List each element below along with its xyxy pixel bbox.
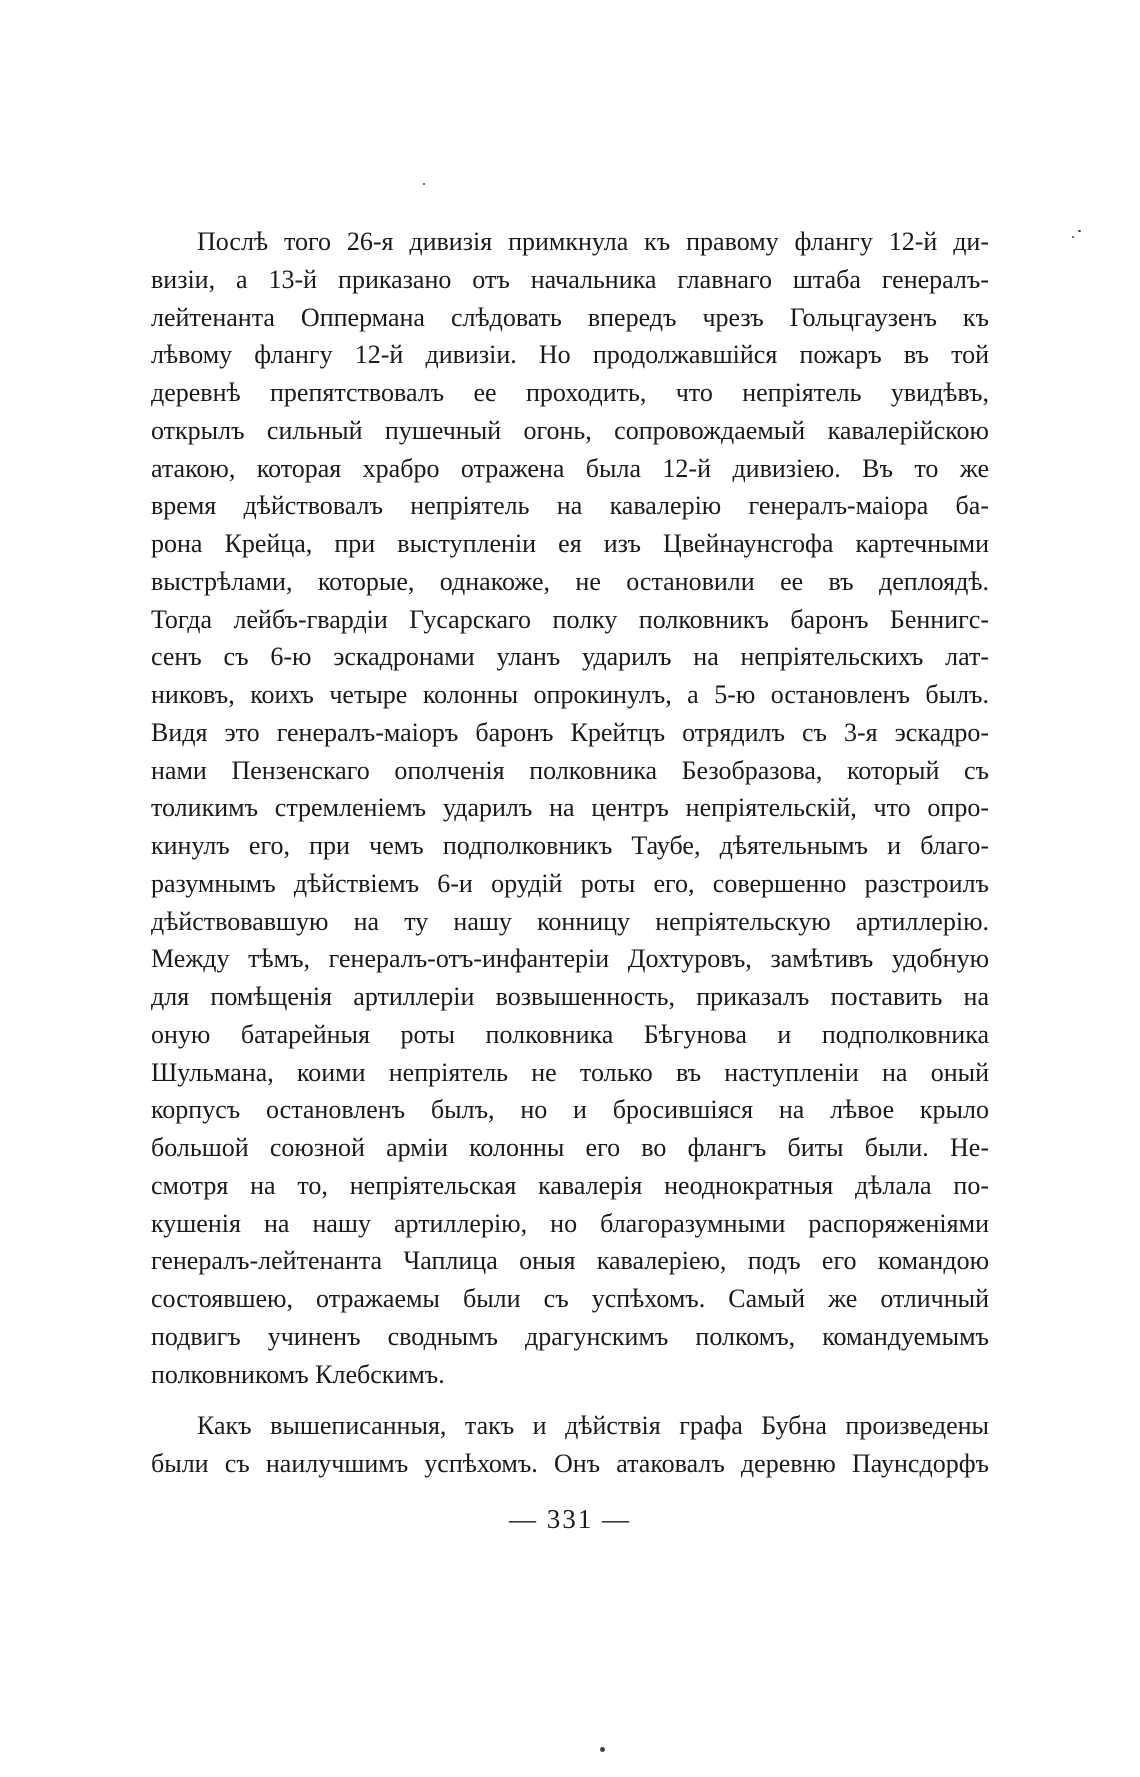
printing-speck [600, 1747, 605, 1752]
text-line: состоявшею, отражаемы были съ успѣхомъ. Самый же отличный [151, 1284, 989, 1313]
paragraph [151, 1407, 989, 1483]
text-line: время дѣйствовалъ непріятель на кавалерію генералъ-маіора ба- [151, 491, 989, 521]
text-line: для помѣщенія артиллеріи возвышенность, приказалъ поставить на [151, 982, 989, 1011]
text-line: полковникомъ Клебскимъ. [151, 1359, 445, 1389]
printing-speck [1078, 230, 1081, 232]
page-number: — 331 — [509, 1504, 631, 1534]
text-line: Между тѣмъ, генералъ-отъ-инфантеріи Дохтуровъ, замѣтивъ удобную [151, 944, 989, 974]
text-line: Тогда лейбъ-гвардіи Гусарскаго полку полковникъ баронъ Беннигс- [151, 604, 989, 634]
text-line: большой союзной арміи колонны его во флангъ биты были. Не- [151, 1133, 989, 1162]
text-line: Какъ вышеписанныя, такъ и дѣйствія графа Бубна произведены [197, 1411, 989, 1441]
text-line: оную батарейныя роты полковника Бѣгунова и подполковника [151, 1019, 989, 1049]
text-line: Шульмана, коими непріятель не только въ наступленіи на оный [151, 1057, 989, 1087]
text-line: выстрѣлами, которые, однакоже, не остановили ее въ деплоядѣ. [151, 566, 989, 596]
text-line: дѣйствовавшую на ту нашу конницу непріятельскую артиллерію. [151, 906, 989, 936]
text-line: Послѣ того 26-я дивизія примкнула къ правому флангу 12-й ди- [197, 227, 989, 256]
printing-speck [1072, 236, 1074, 238]
paragraph-gap [151, 1393, 989, 1407]
text-line: смотря на то, непріятельская кавалерія неоднократныя дѣлала по- [151, 1170, 989, 1200]
text-line: кушенія на нашу артиллерію, но благоразумными распоряженіями [151, 1208, 989, 1238]
text-line: визіи, а 13-й приказано отъ начальника главнаго штаба генералъ- [151, 264, 989, 294]
text-line: атакою, которая храбро отражена была 12-й дивизіею. Въ то же [151, 453, 989, 483]
text-line: деревнѣ препятствовалъ ее проходить, что непріятель увидѣвъ, [151, 378, 989, 407]
paragraph [151, 223, 989, 1393]
text-line: корпусъ остановленъ былъ, но и бросившіяся на лѣвое крыло [151, 1095, 989, 1125]
text-line: нами Пензенскаго ополченія полковника Безобразова, который съ [151, 755, 989, 785]
text-line: Видя это генералъ-маіоръ баронъ Крейтцъ отрядилъ съ 3-я эскадро- [151, 717, 989, 747]
text-line: открылъ сильный пушечный огонь, сопровождаемый кавалерійскою [151, 415, 989, 445]
text-line: толикимъ стремленіемъ ударилъ на центръ непріятельскій, что опро- [151, 793, 989, 823]
text-line: генералъ-лейтенанта Чаплица оныя кавалеріею, подъ его командою [151, 1246, 989, 1276]
text-line: рона Крейца, при выступленіи ея изъ Цвейнаунсгофа картечными [151, 529, 989, 558]
text-line: разумнымъ дѣйствіемъ 6-и орудій роты его, совершенно разстроилъ [151, 868, 989, 898]
text-line: сенъ съ 6-ю эскадронами уланъ ударилъ на непріятельскихъ лат- [151, 642, 989, 672]
text-line: никовъ, коихъ четыре колонны опрокинулъ, а 5-ю остановленъ былъ. [151, 680, 989, 709]
text-line: были съ наилучшимъ успѣхомъ. Онъ атаковалъ деревню Паунсдорфъ [151, 1449, 989, 1478]
printing-speck [423, 183, 425, 185]
text-line: лейтенанта Оппермана слѣдовать впередъ чрезъ Гольцгаузенъ къ [151, 302, 989, 332]
text-line: кинулъ его, при чемъ подполковникъ Таубе, дѣятельнымъ и благо- [151, 831, 989, 860]
text-line: подвигъ учиненъ своднымъ драгунскимъ полкомъ, командуемымъ [151, 1321, 989, 1351]
text-line: лѣвому флангу 12-й дивизіи. Но продолжавшійся пожаръ въ той [151, 340, 989, 370]
body-text [151, 223, 989, 1483]
